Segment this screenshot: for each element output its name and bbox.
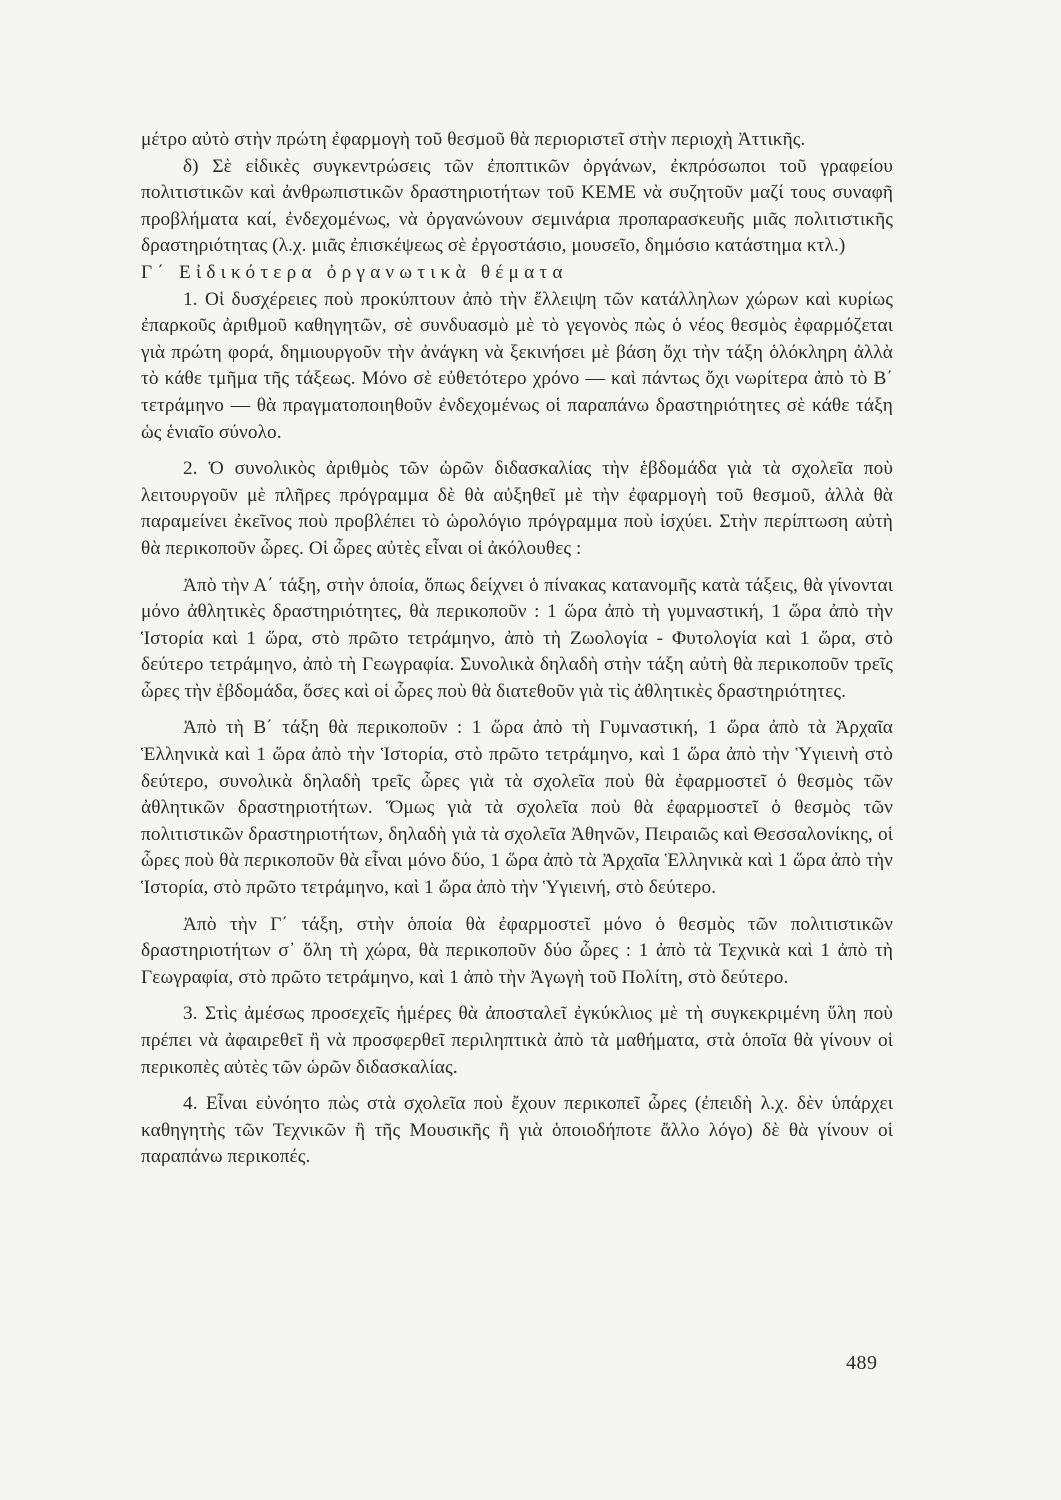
paragraph-item-3: 3. Στὶς ἀμέσως προσεχεῖς ἡμέρες θὰ ἀποσταλεῖ ἐγκύκλιος μὲ τὴ συγκεκριμένη ὕλη ποὺ πρέπει νὰ ἀφαιρεθεῖ ἢ νὰ προσφερθεῖ περιληπτικὰ ἀπὸ τὰ μαθήματα, στὰ ὁποῖα θὰ γίνουν οἱ περικοπὲς αὐτὲς τῶν ὡρῶν διδασκαλίας.	[141, 1003, 893, 1078]
paragraph-class-a: Ἀπὸ τὴν Α΄ τάξη, στὴν ὁποία, ὅπως δείχνει ὁ πίνακας κατανομῆς κατὰ τάξεις, θὰ γίνονται μόνο ἀθλητικὲς δραστηριότητες, θὰ περικοποῦν : 1 ὥρα ἀπὸ τὴ γυμναστική, 1 ὥρα ἀπὸ τὴν Ἱστορία καὶ 1 ὥρα, στὸ πρῶτο τετράμηνο, ἀπὸ τὴ Ζωολογία - Φυτολογία καὶ 1 ὥρα, στὸ δεύτερο τετράμηνο, ἀπὸ τὴ Γεωγραφία. Συνολικὰ δηλαδὴ στὴν τάξη αὐτὴ θὰ περικοποῦν τρεῖς ὧρες τὴν ἑβδομάδα, ὅσες καὶ οἱ ὧρες ποὺ θὰ διατεθοῦν γιὰ τὶς ἀθλητικὲς δραστηριότητες.	[141, 574, 893, 702]
paragraph-continuation: μέτρο αὐτὸ στὴν πρώτη ἐφαρμογὴ τοῦ θεσμοῦ θὰ περιοριστεῖ στὴν περιοχὴ Ἀττικῆς.	[141, 129, 806, 150]
section-heading: Γ΄ Εἰδικότερα ὀργανωτικὰ θέματα	[141, 261, 568, 283]
paragraph-item-4: 4. Εἶναι εὐνόητο πὼς στὰ σχολεῖα ποὺ ἔχουν περικοπεῖ ὧρες (ἐπειδὴ λ.χ. δὲν ὑπάρχει καθηγητὴς τῶν Τεχνικῶν ἢ τῆς Μουσικῆς ἢ γιὰ ὁποιοδήποτε ἄλλο λόγο) δὲ θὰ γίνουν οἱ παραπάνω περικοπές.	[141, 1093, 893, 1168]
paragraph-class-c: Ἀπὸ τὴν Γ΄ τάξη, στὴν ὁποία θὰ ἐφαρμοστεῖ μόνο ὁ θεσμὸς τῶν πολιτιστικῶν δραστηριοτήτων σ᾽ ὅλη τὴ χώρα, θὰ περικοποῦν δύο ὧρες : 1 ἀπὸ τὰ Τεχνικὰ καὶ 1 ἀπὸ τὴ Γεωγραφία, στὸ πρῶτο τετράμηνο, καὶ 1 ἀπὸ τὴν Ἀγωγὴ τοῦ Πολίτη, στὸ δεύτερο.	[141, 913, 893, 988]
paragraph-item-2: 2. Ὁ συνολικὸς ἀριθμὸς τῶν ὡρῶν διδασκαλίας τὴν ἑβδομάδα γιὰ τὰ σχολεῖα ποὺ λειτουργοῦν μὲ πλῆρες πρόγραμμα δὲ θὰ αὐξηθεῖ μὲ τὴν ἐφαρμογὴ τοῦ θεσμοῦ, ἀλλὰ θὰ παραμείνει ἐκεῖνος ποὺ προβλέπει τὸ ὡρολόγιο πρόγραμμα ποὺ ἰσχύει. Στὴν περίπτωση αὐτὴ θὰ περικοποῦν ὧρες. Οἱ ὧρες αὐτὲς εἶναι οἱ ἀκόλουθες :	[141, 458, 893, 559]
paragraph-item-1: 1. Οἱ δυσχέρειες ποὺ προκύπτουν ἀπὸ τὴν ἔλλειψη τῶν κατάλληλων χώρων καὶ κυρίως ἐπαρκοῦς ἀριθμοῦ καθηγητῶν, σὲ συνδυασμὸ μὲ τὸ γεγονὸς πὼς ὁ νέος θεσμὸς ἐφαρμόζεται γιὰ πρώτη φορά, δημιουργοῦν τὴν ἀνάγκη νὰ ξεκινήσει μὲ βάση ὄχι τὴν τάξη ὁλόκληρη ἀλλὰ τὸ κάθε τμῆμα τῆς τάξεως. Μόνο σὲ εὐθετότερο χρόνο — καὶ πάντως ὄχι νωρίτερα ἀπὸ τὸ Β΄ τετράμηνο — θὰ πραγματοποιηθοῦν ἐνδεχομένως οἱ παραπάνω δραστηριότητες σὲ κάθε τάξη ὡς ἑνιαῖο σύνολο.	[141, 288, 893, 443]
page-number: 489	[846, 1352, 878, 1374]
body-text	[141, 127, 893, 1171]
paragraph-delta: δ) Σὲ εἰδικὲς συγκεντρώσεις τῶν ἐποπτικῶν ὀργάνων, ἐκπρόσωποι τοῦ γραφείου πολιτιστικῶν καὶ ἀνθρωπιστικῶν δραστηριοτήτων τοῦ ΚΕΜΕ νὰ συζητοῦν μαζί τους συναφῆ προβλήματα καί, ἐνδεχομένως, νὰ ὀργανώνουν σεμινάρια προπαρασκευῆς μιᾶς πολιτιστικῆς δραστηριότητας (λ.χ. μιᾶς ἐπισκέψεως σὲ ἐργοστάσιο, μουσεῖο, δημόσιο κατάστημα κτλ.)	[141, 155, 893, 257]
paragraph-class-b: Ἀπὸ τὴ Β΄ τάξη θὰ περικοποῦν : 1 ὥρα ἀπὸ τὴ Γυμναστική, 1 ὥρα ἀπὸ τὰ Ἀρχαῖα Ἑλληνικὰ καὶ 1 ὥρα ἀπὸ τὴν Ἱστορία, στὸ πρῶτο τετράμηνο, καὶ 1 ὥρα ἀπὸ τὴν Ὑγιεινὴ στὸ δεύτερο, συνολικὰ δηλαδὴ τρεῖς ὧρες γιὰ τὰ σχολεῖα ποὺ θὰ ἐφαρμοστεῖ ὁ θεσμὸς τῶν ἀθλητικῶν δραστηριοτήτων. Ὅμως γιὰ τὰ σχολεῖα ποὺ θὰ ἐφαρμοστεῖ ὁ θεσμὸς τῶν πολιτιστικῶν δραστηριοτήτων, δηλαδὴ γιὰ τὰ σχολεῖα Ἀθηνῶν, Πειραιῶς καὶ Θεσσαλονίκης, οἱ ὧρες ποὺ θὰ περικοποῦν θὰ εἶναι μόνο δύο, 1 ὥρα ἀπὸ τὰ Ἀρχαῖα Ἑλληνικὰ καὶ 1 ὥρα ἀπὸ τὴν Ἱστορία, στὸ πρῶτο τετράμηνο, καὶ 1 ὥρα ἀπὸ τὴν Ὑγιεινή, στὸ δεύτερο.	[141, 717, 893, 899]
